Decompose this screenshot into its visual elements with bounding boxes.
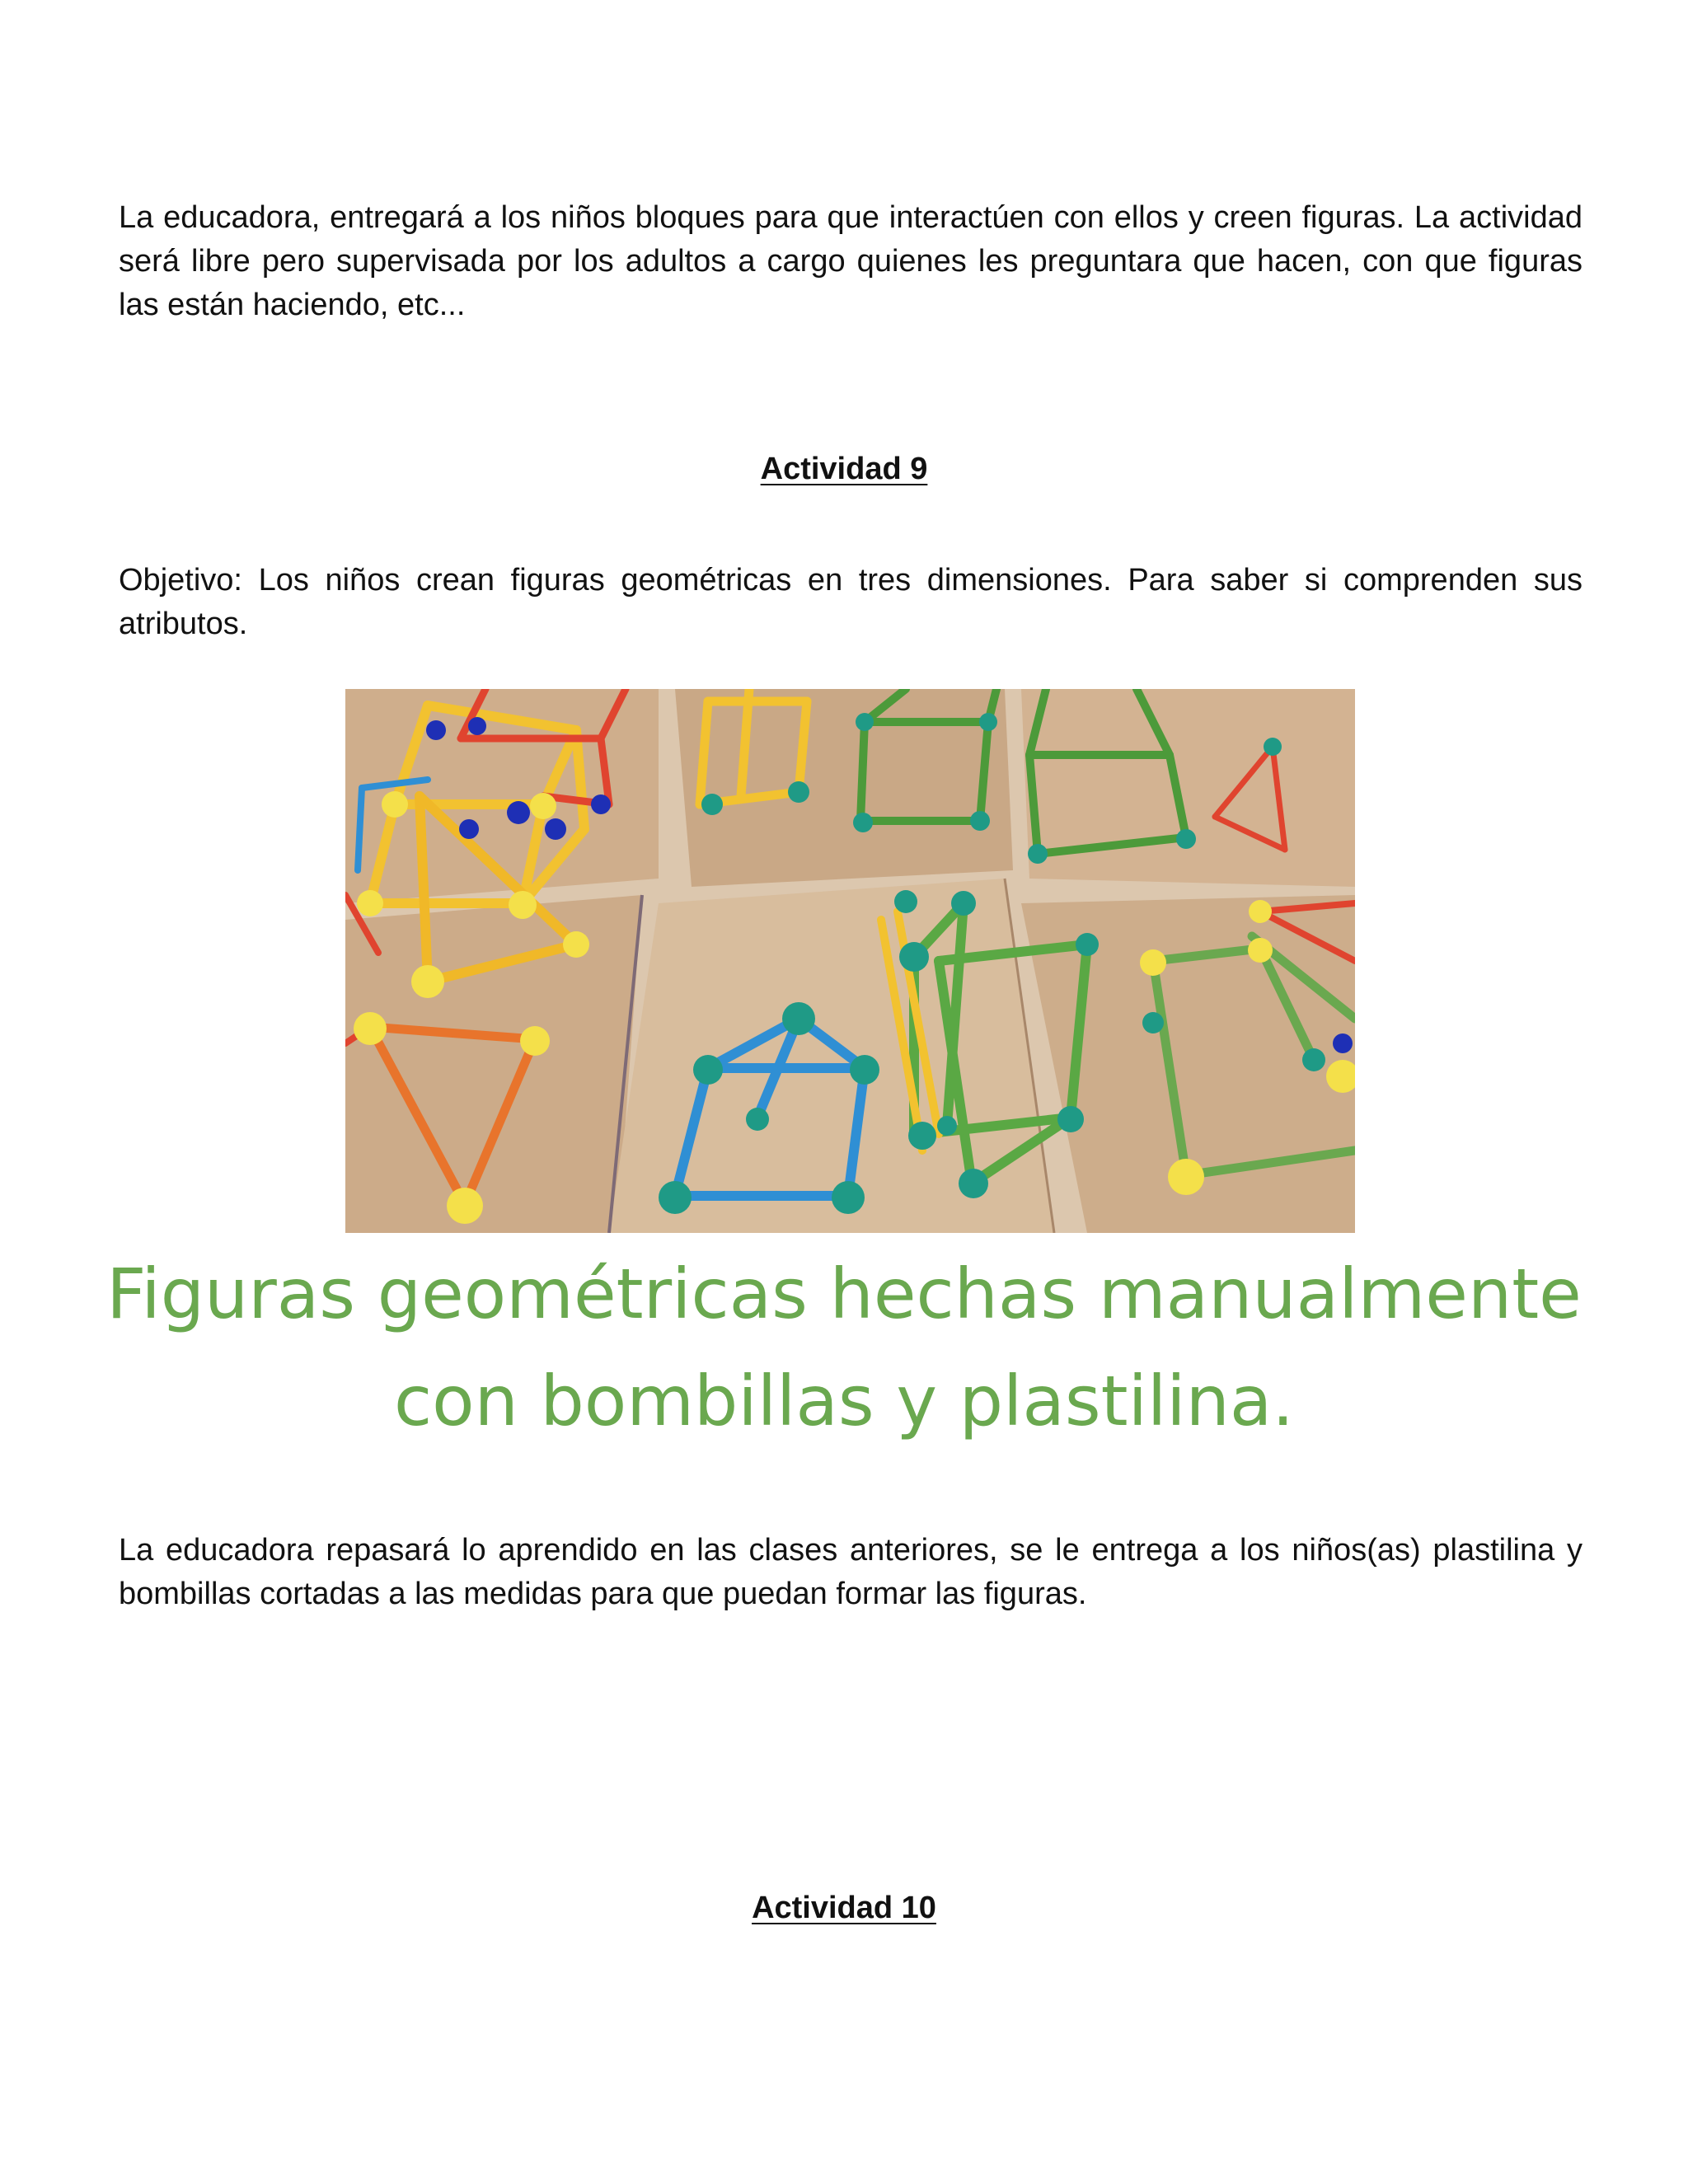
activity-10-heading bbox=[0, 1887, 1688, 1929]
photo-caption: Figuras geométricas hechas manualmente con bombillas y plastilina. bbox=[106, 1254, 1582, 1441]
objective-paragraph: Objetivo: Los niños crean figuras geométricas en tres dimensiones. Para saber si comprenden sus atributos. bbox=[119, 563, 1582, 641]
activity-9-heading-text: Actividad 9 bbox=[760, 452, 928, 486]
activity-9-heading bbox=[0, 448, 1688, 490]
intro-paragraph: La educadora, entregará a los niños bloques para que interactúen con ellos y creen figuras. La actividad será libre pero supervisada por los adultos a cargo quienes les preguntara que hacen, con que figuras las están haciendo, etc... bbox=[119, 200, 1582, 322]
geometric-figures-photo bbox=[345, 689, 1355, 1233]
review-paragraph: La educadora repasará lo aprendido en las clases anteriores, se le entrega a los niños(as) plastilina y bombillas cortadas a las medidas para que puedan formar las figuras. bbox=[119, 1533, 1582, 1611]
photo-illustration bbox=[345, 689, 1355, 1233]
activity-10-heading-text: Actividad 10 bbox=[752, 1891, 936, 1925]
